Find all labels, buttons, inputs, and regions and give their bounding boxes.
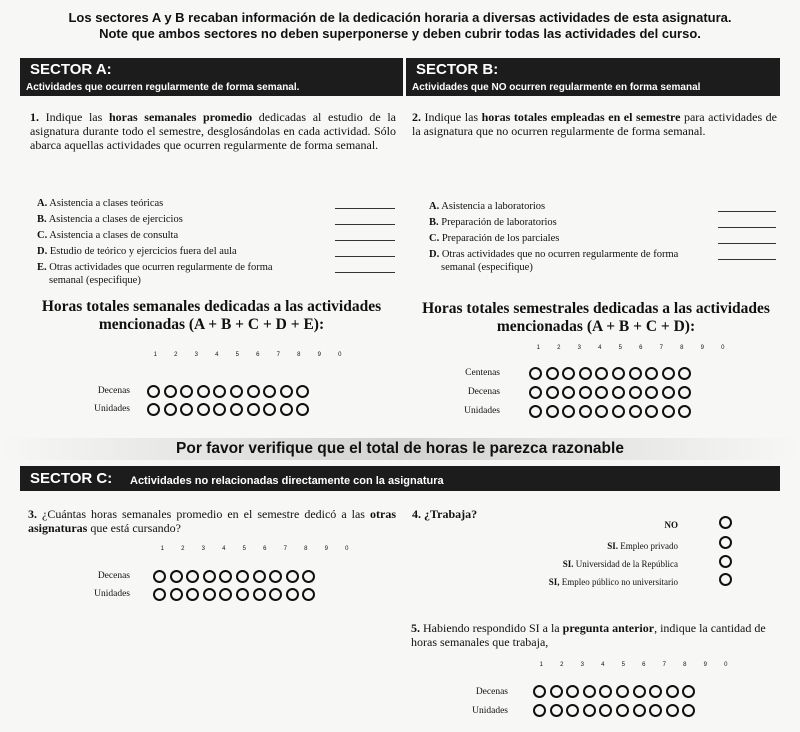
sector-a-answer-line-e[interactable]	[335, 272, 395, 273]
bubble[interactable]	[612, 367, 625, 380]
digit-label: 0	[345, 546, 349, 552]
bubble[interactable]	[247, 385, 260, 398]
item-text: Otras actividades que no ocurren regularmente de forma semanal (especifique)	[441, 249, 679, 273]
bubble[interactable]	[599, 685, 612, 698]
bubble[interactable]	[302, 588, 315, 601]
bubble[interactable]	[612, 405, 625, 418]
sector-b-subtitle: Actividades que NO ocurren regularmente en forma semanal	[412, 82, 701, 93]
bubble[interactable]	[153, 570, 166, 583]
sector-b-total-heading	[404, 300, 788, 336]
question-2-post: para actividades de la asignatura que no ocurren regularmente de forma semanal.	[412, 110, 778, 138]
bubble[interactable]	[219, 588, 232, 601]
question-3-number: 3.	[28, 507, 37, 521]
sector-a-total-heading	[20, 298, 403, 334]
sector-a-answer-line-b[interactable]	[335, 224, 395, 225]
question-5-number: 5.	[411, 621, 420, 635]
digit-label: 9	[703, 662, 707, 668]
bubble[interactable]	[595, 386, 608, 399]
digit-label: 0	[724, 662, 728, 668]
bubble[interactable]	[219, 570, 232, 583]
bubble[interactable]	[678, 386, 691, 399]
sector-b-answer-line-b[interactable]	[718, 227, 776, 228]
digit-label: 7	[662, 662, 666, 668]
bubble[interactable]	[550, 685, 563, 698]
bubble[interactable]	[662, 405, 675, 418]
question-3	[28, 507, 396, 535]
digit-label: 7	[276, 352, 280, 358]
question-1-post: dedicadas al estudio de la asignatura durante todo el semestre, desglosándolas en cada actividad. Sólo abarca aquellas actividades que ocurren regularmente de forma semanal.	[30, 110, 396, 152]
sector-b-row-label-unidades: Unidades	[464, 406, 500, 416]
bubble[interactable]	[269, 570, 282, 583]
bubble[interactable]	[180, 403, 193, 416]
item-text: Asistencia a clases teóricas	[49, 198, 164, 209]
sector-a-answer-line-d[interactable]	[335, 256, 395, 257]
bubble[interactable]	[153, 588, 166, 601]
q5-bubbles-unidades	[533, 704, 699, 717]
bubble[interactable]	[186, 570, 199, 583]
bubble[interactable]	[629, 405, 642, 418]
sector-b-answer-line-a[interactable]	[718, 211, 776, 212]
bubble[interactable]	[616, 704, 629, 717]
bubble[interactable]	[562, 367, 575, 380]
digit-label: 4	[222, 546, 226, 552]
bubble[interactable]	[562, 386, 575, 399]
bubble[interactable]	[170, 588, 183, 601]
sector-b-total-line-1: Horas totales semestrales dedicadas a las actividades	[422, 300, 770, 317]
sector-a-bubbles-unidades	[147, 403, 313, 416]
item-text: Preparación de laboratorios	[441, 217, 557, 228]
intro-line-1: Los sectores A y B recaban información de la dedicación horaria a diversas actividades de esta asignatura.	[68, 10, 732, 25]
question-3-post: que está cursando?	[87, 521, 181, 535]
bubble[interactable]	[629, 367, 642, 380]
question-5	[411, 621, 779, 649]
sector-b-header	[406, 58, 780, 96]
bubble[interactable]	[280, 403, 293, 416]
sector-a-answer-line-a[interactable]	[335, 208, 395, 209]
bubble[interactable]	[645, 405, 658, 418]
sector-a-bubbles-decenas	[147, 385, 313, 398]
bubble[interactable]	[253, 570, 266, 583]
sector-a-total-line-1: Horas totales semanales dedicadas a las actividades	[41, 298, 382, 315]
sector-a-total-line-2: mencionadas (A + B + C + D + E):	[98, 316, 325, 333]
bubble[interactable]	[633, 685, 646, 698]
bubble[interactable]	[645, 367, 658, 380]
item-letter: D.	[429, 249, 440, 260]
question-2	[412, 110, 777, 138]
q4-option-privado	[440, 541, 678, 551]
bubble[interactable]	[662, 386, 675, 399]
sector-b-item-d	[429, 248, 699, 274]
q4-option-publico	[440, 577, 678, 587]
digit-label: 4	[598, 345, 602, 351]
bubble[interactable]	[533, 685, 546, 698]
bubble[interactable]	[180, 385, 193, 398]
question-5-pre: Habiendo respondido SI a la	[420, 621, 563, 635]
q4-option-bold: SI.	[562, 559, 574, 569]
bubble[interactable]	[197, 385, 210, 398]
item-text: Asistencia a clases de ejercicios	[48, 214, 183, 225]
bubble[interactable]	[666, 685, 679, 698]
digit-label: 4	[601, 662, 605, 668]
question-1-number: 1.	[30, 110, 39, 124]
bubble[interactable]	[662, 367, 675, 380]
bubble[interactable]	[629, 386, 642, 399]
bubble[interactable]	[645, 386, 658, 399]
bubble[interactable]	[678, 367, 691, 380]
bubble[interactable]	[213, 385, 226, 398]
bubble[interactable]	[649, 685, 662, 698]
sector-a-row-label-decenas: Decenas	[97, 386, 130, 396]
digit-label: 0	[338, 352, 342, 358]
digit-label: 6	[256, 352, 260, 358]
bubble[interactable]	[546, 386, 559, 399]
digit-label: 6	[263, 546, 267, 552]
digit-label: 4	[215, 352, 219, 358]
item-text: Asistencia a laboratorios	[441, 201, 546, 212]
question-2-number: 2.	[412, 110, 421, 124]
question-2-pre: Indique las	[421, 110, 482, 124]
question-1-pre: Indique las	[39, 110, 109, 124]
bubble[interactable]	[280, 385, 293, 398]
question-2-bold: horas totales empleadas en el semestre	[481, 110, 681, 124]
bubble[interactable]	[253, 588, 266, 601]
sector-b-item-a	[429, 200, 709, 213]
q4-option-text: Empleo público no universitario	[559, 577, 678, 587]
bubble[interactable]	[197, 403, 210, 416]
digit-label: 8	[680, 345, 684, 351]
bubble[interactable]	[269, 588, 282, 601]
sector-a-title: SECTOR A:	[30, 61, 112, 78]
question-4: 4. ¿Trabaja?	[412, 507, 478, 521]
bubble[interactable]	[666, 704, 679, 717]
bubble[interactable]	[595, 367, 608, 380]
item-letter: B.	[429, 217, 439, 228]
question-1	[30, 110, 396, 152]
digit-label: 8	[683, 662, 687, 668]
digit-label: 6	[642, 662, 646, 668]
sector-b-answer-line-c[interactable]	[718, 243, 776, 244]
item-text: Preparación de los parciales	[441, 233, 560, 244]
digit-label: 2	[560, 662, 564, 668]
bubble[interactable]	[170, 570, 183, 583]
bubble[interactable]	[286, 588, 299, 601]
bubble[interactable]	[583, 704, 596, 717]
q3-bubbles-unidades	[153, 588, 319, 601]
sector-b-digit-header	[528, 345, 733, 351]
question-1-bold: horas semanales promedio	[108, 110, 253, 124]
digit-label: 2	[557, 345, 561, 351]
intro-text	[0, 10, 800, 42]
digit-label: 9	[324, 546, 328, 552]
sector-b-bubbles-centenas	[529, 367, 695, 380]
digit-label: 2	[181, 546, 185, 552]
bubble[interactable]	[213, 403, 226, 416]
q4-option-text: Empleo privado	[618, 541, 678, 551]
bubble[interactable]	[529, 367, 542, 380]
sector-a-header	[20, 58, 403, 96]
bubble[interactable]	[566, 685, 579, 698]
q3-row-label-unidades: Unidades	[94, 589, 130, 599]
item-text: Otras actividades que ocurren regularmente de forma semanal (especifique)	[49, 262, 273, 286]
bubble[interactable]	[612, 386, 625, 399]
q3-bubbles-decenas	[153, 570, 319, 583]
sector-a-item-c	[37, 229, 327, 242]
digit-label: 1	[160, 546, 164, 552]
sector-a-item-b	[37, 213, 327, 226]
question-5-bold: pregunta anterior	[562, 621, 655, 635]
item-letter: B.	[37, 214, 47, 225]
item-letter: C.	[37, 230, 48, 241]
bubble[interactable]	[529, 405, 542, 418]
q4-bubble-no[interactable]	[719, 516, 732, 529]
q5-digit-header	[531, 662, 736, 668]
bubble[interactable]	[529, 386, 542, 399]
q3-digit-header	[152, 546, 357, 552]
bubble[interactable]	[682, 685, 695, 698]
digit-label: 3	[580, 662, 584, 668]
bubble[interactable]	[147, 403, 160, 416]
digit-label: 1	[153, 352, 157, 358]
digit-label: 6	[639, 345, 643, 351]
question-3-pre: ¿Cuántas horas semanales promedio en el semestre dedicó a las	[37, 507, 370, 521]
bubble[interactable]	[296, 403, 309, 416]
digit-label: 2	[174, 352, 178, 358]
verify-banner: Por favor verifique que el total de horas le parezca razonable	[0, 438, 800, 460]
q5-bubbles-decenas	[533, 685, 699, 698]
bubble[interactable]	[236, 588, 249, 601]
bubble[interactable]	[579, 386, 592, 399]
sector-b-bubbles-decenas	[529, 386, 695, 399]
item-letter: E.	[37, 262, 47, 273]
bubble[interactable]	[164, 385, 177, 398]
q4-option-udelar	[440, 559, 678, 569]
sector-a-row-label-unidades: Unidades	[94, 404, 130, 414]
digit-label: 9	[700, 345, 704, 351]
q3-row-label-decenas: Decenas	[97, 571, 130, 581]
sector-a-item-e	[37, 261, 304, 287]
bubble[interactable]	[296, 385, 309, 398]
digit-label: 7	[659, 345, 663, 351]
bubble[interactable]	[230, 385, 243, 398]
bubble[interactable]	[583, 685, 596, 698]
digit-label: 1	[536, 345, 540, 351]
bubble[interactable]	[579, 405, 592, 418]
bubble[interactable]	[633, 704, 646, 717]
bubble[interactable]	[147, 385, 160, 398]
digit-label: 3	[194, 352, 198, 358]
digit-label: 8	[304, 546, 308, 552]
item-letter: A.	[37, 198, 48, 209]
q5-row-label-decenas: Decenas	[475, 687, 508, 697]
sector-c-header	[20, 466, 780, 491]
sector-b-row-label-centenas: Centenas	[465, 368, 500, 378]
digit-label: 3	[577, 345, 581, 351]
digit-label: 3	[201, 546, 205, 552]
q4-bubble-udelar[interactable]	[719, 555, 732, 568]
q4-bubble-privado[interactable]	[719, 536, 732, 549]
digit-label: 1	[539, 662, 543, 668]
q4-option-no	[440, 520, 678, 530]
bubble[interactable]	[263, 385, 276, 398]
question-3-bold: otras asignaturas	[28, 507, 396, 535]
intro-line-2: Note que ambos sectores no deben superponerse y deben cubrir todas las actividades del curso.	[99, 26, 701, 41]
sector-a-subtitle: Actividades que ocurren regularmente de forma semanal.	[26, 82, 300, 93]
question-5-post: , indique la cantidad de horas semanales que trabaja,	[411, 621, 766, 649]
bubble[interactable]	[236, 570, 249, 583]
sector-c-title: SECTOR C:	[30, 470, 113, 487]
digit-label: 5	[621, 662, 625, 668]
digit-label: 9	[317, 352, 321, 358]
bubble[interactable]	[649, 704, 662, 717]
sector-a-answer-line-c[interactable]	[335, 240, 395, 241]
q4-option-text: Universidad de la República	[573, 559, 678, 569]
bubble[interactable]	[562, 405, 575, 418]
bubble[interactable]	[203, 570, 216, 583]
item-letter: D.	[37, 246, 48, 257]
bubble[interactable]	[682, 704, 695, 717]
bubble[interactable]	[678, 405, 691, 418]
digit-label: 8	[297, 352, 301, 358]
bubble[interactable]	[286, 570, 299, 583]
digit-label: 7	[283, 546, 287, 552]
sector-b-answer-line-d[interactable]	[718, 259, 776, 260]
bubble[interactable]	[533, 704, 546, 717]
bubble[interactable]	[186, 588, 199, 601]
sector-b-row-label-decenas: Decenas	[467, 387, 500, 397]
sector-a-item-d	[37, 245, 327, 258]
bubble[interactable]	[302, 570, 315, 583]
bubble[interactable]	[546, 405, 559, 418]
q4-option-bold: SI,	[548, 577, 560, 587]
q5-row-label-unidades: Unidades	[472, 706, 508, 716]
item-letter: A.	[429, 201, 440, 212]
sector-b-item-b	[429, 216, 709, 229]
sector-c-subtitle: Actividades no relacionadas directamente con la asignatura	[130, 475, 444, 487]
bubble[interactable]	[164, 403, 177, 416]
bubble[interactable]	[230, 403, 243, 416]
bubble[interactable]	[566, 704, 579, 717]
bubble[interactable]	[203, 588, 216, 601]
item-text: Asistencia a clases de consulta	[49, 230, 179, 241]
sector-b-item-c	[429, 232, 709, 245]
q4-option-bold: NO	[664, 520, 678, 530]
bubble[interactable]	[263, 403, 276, 416]
sector-a-item-a	[37, 197, 327, 210]
bubble[interactable]	[546, 367, 559, 380]
sector-a-digit-header	[145, 352, 350, 358]
item-text: Estudio de teórico y ejercicios fuera del aula	[49, 246, 237, 257]
bubble[interactable]	[599, 704, 612, 717]
digit-label: 5	[242, 546, 246, 552]
bubble[interactable]	[247, 403, 260, 416]
bubble[interactable]	[595, 405, 608, 418]
sector-b-total-line-2: mencionadas (A + B + C + D):	[496, 318, 696, 335]
bubble[interactable]	[616, 685, 629, 698]
bubble[interactable]	[579, 367, 592, 380]
q4-option-bold: SI.	[607, 541, 618, 551]
q4-bubble-publico[interactable]	[719, 573, 732, 586]
sector-b-bubbles-unidades	[529, 405, 695, 418]
digit-label: 0	[721, 345, 725, 351]
digit-label: 5	[618, 345, 622, 351]
item-letter: C.	[429, 233, 440, 244]
sector-b-title: SECTOR B:	[416, 61, 499, 78]
bubble[interactable]	[550, 704, 563, 717]
digit-label: 5	[235, 352, 239, 358]
